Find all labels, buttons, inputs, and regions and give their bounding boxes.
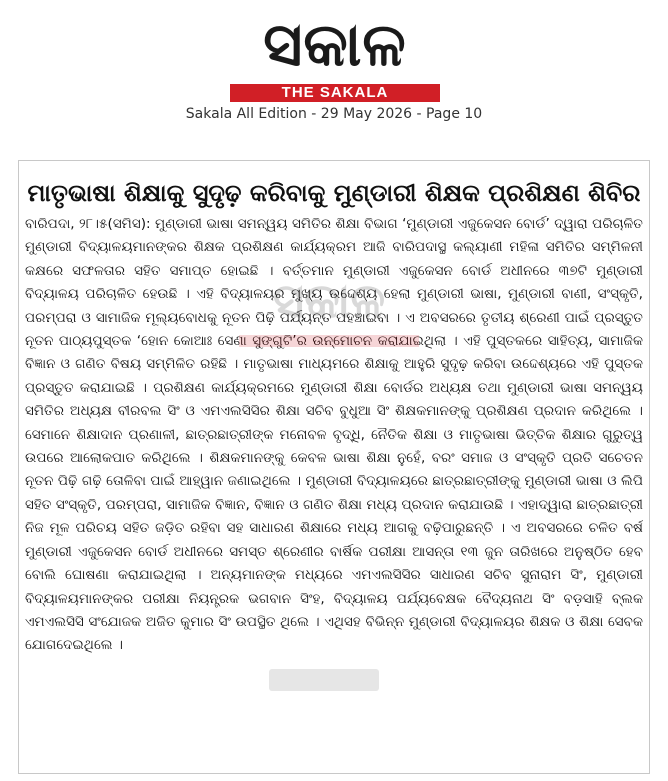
- edition-line: Sakala All Edition - 29 May 2026 - Page 10: [185, 106, 483, 122]
- logo-wordmark: ସକାଳ: [263, 10, 407, 80]
- article-body: [25, 213, 643, 765]
- watermark-wordmark: ସକାଳ: [272, 273, 386, 329]
- logo-subtitle: THE SAKALA: [230, 84, 440, 102]
- article-body-text: ମୁଣ୍ଡାରୀ ଭାଷା ସମନ୍ୱୟ ସମିତିର ଶିକ୍ଷା ବିଭାଗ ‘ମୁଣ୍ଡାରୀ ଏଜୁକେସନ ବୋର୍ଡ’ ଦ୍ୱାରା ପରିଚାଳିତ ମୁଣ୍ଡାରୀ ବିଦ୍ୟାଳୟମାନଙ୍କର ଶିକ୍ଷକ ପ୍ରଶିକ୍ଷଣ କାର୍ଯ୍ୟକ୍ରମ ଆଜି ବାରିପଦାସ୍ଥ କଲ୍ୟାଣୀ ମହିଳା ସମିତିର ସମ୍ମିଳନୀ କକ୍ଷରେ ସଫଳତାର ସହିତ ସମାପ୍ତ ହୋଇଛି । ବର୍ତ୍ତମାନ ମୁଣ୍ଡାରୀ ଏଜୁକେସନ ବୋର୍ଡ ଅଧୀନରେ ୩୭ଟି ମୁଣ୍ଡାରୀ ବିଦ୍ୟାଳୟ ପରିଚାଳିତ ହେଉଛି । ଏହି ବିଦ୍ୟାଳୟର ମୁଖ୍ୟ ଉଦ୍ଦେଶ୍ୟ ହେଲା ମୁଣ୍ଡାରୀ ଭାଷା, ମୁଣ୍ଡାରୀ ବାଣୀ, ସଂସ୍କୃତି, ପରମ୍ପରା ଓ ସାମାଜିକ ମୂଲ୍ୟବୋଧକୁ ନୂତନ ପିଢ଼ି ପର୍ଯ୍ୟନ୍ତ ପହଞ୍ଚାଇବା । ଏ ଅବସରରେ ତୃତୀୟ ଶ୍ରେଣୀ ପାଇଁ ପ୍ରସ୍ତୁତ ନୂତନ ପାଠ୍ୟପୁସ୍ତକ ‘ହୋନ କୋଆଃ ସେଣା ସୁଙ୍ଗୁଟି’ର ଉନ୍ମୋଚନ କରାଯାଇଥିଲା । ଏହି ପୁସ୍ତକରେ ସାହିତ୍ୟ, ସାମାଜିକ ବିଜ୍ଞାନ ଓ ଗଣିତ ବିଷୟ ସମ୍ମିଳିତ ରହିଛି । ମାତୃଭାଷା ମାଧ୍ୟମରେ ଶିକ୍ଷାକୁ ଆହୁରି ସୁଦୃଢ଼ କରିବା ଉଦ୍ଦେଶ୍ୟରେ ଏହି ପୁସ୍ତକ ପ୍ରସ୍ତୁତ କରାଯାଇଛି । ପ୍ରଶିକ୍ଷଣ କାର୍ଯ୍ୟକ୍ରମରେ ମୁଣ୍ଡାରୀ ଶିକ୍ଷା ବୋର୍ଡର ଅଧ୍ୟକ୍ଷ ତଥା ମୁଣ୍ଡାରୀ ଭାଷା ସମନ୍ୱୟ ସମିତିର ଅଧ୍ୟକ୍ଷ ବୀରବଲ ସିଂ ଓ ଏମଏଲସିସିର ଶିକ୍ଷା ସଚିବ ବୁଧୁଆ ସିଂ ଶିକ୍ଷକମାନଙ୍କୁ ପ୍ରଶିକ୍ଷଣ ପ୍ରଦାନ କରିଥିଲେ । ସେମାନେ ଶିକ୍ଷାଦାନ ପ୍ରଣାଳୀ, ଛାତ୍ରଛାତ୍ରୀଙ୍କ ମନୋବଳ ବୃଦ୍ଧି, ନୈତିକ ଶିକ୍ଷା ଓ ମାତୃଭାଷା ଭିତ୍ତିକ ଶିକ୍ଷାର ଗୁରୁତ୍ୱ ଉପରେ ଆଲୋକପାତ କରିଥିଲେ । ଶିକ୍ଷକମାନଙ୍କୁ କେବଳ ଭାଷା ଶିକ୍ଷା ନୁହେଁ, ବରଂ ସମାଜ ଓ ସଂସ୍କୃତି ପ୍ରତି ସଚେତନ ନୂତନ ପିଢ଼ି ଗଢ଼ି ତୋଳିବା ପାଇଁ ଆହ୍ୱାନ ଜଣାଇଥିଲେ । ମୁଣ୍ଡାରୀ ବିଦ୍ୟାଳୟରେ ଛାତ୍ରଛାତ୍ରୀଙ୍କୁ ମୁଣ୍ଡାରୀ ଭାଷା ଓ ଲିପି ସହିତ ସଂସ୍କୃତି, ପରମ୍ପରା, ସାମାଜିକ ବିଜ୍ଞାନ, ବିଜ୍ଞାନ ଓ ଗଣିତ ଶିକ୍ଷା ମଧ୍ୟ ପ୍ରଦାନ କରାଯାଉଛି । ଏହାଦ୍ୱାରା ଛାତ୍ରଛାତ୍ରୀ ନିଜ ମୂଳ ପରିଚୟ ସହିତ ଜଡ଼ିତ ରହିବା ସହ ସାଧାରଣ ଶିକ୍ଷାରେ ମଧ୍ୟ ଆଗକୁ ବଢ଼ିପାରୁଛନ୍ତି । ଏ ଅବସରରେ ଚଳିତ ବର୍ଷ ମୁଣ୍ଡାରୀ ଏଜୁକେସନ ବୋର୍ଡ ଅଧୀନରେ ସମସ୍ତ ଶ୍ରେଣୀର ବାର୍ଷିକ ପରୀକ୍ଷା ଆସନ୍ତା ୧୩ ଜୁନ ତାରିଖରେ ଅନୁଷ୍ଠିତ ହେବ ବୋଲି ଘୋଷଣା କରାଯାଇଥିଲା । ଅନ୍ୟମାନଙ୍କ ମଧ୍ୟରେ ଏମଏଲସିସିର ସାଧାରଣ ସଚିବ ସୁନାରାମ ସିଂ, ମୁଣ୍ଡାରୀ ବିଦ୍ୟାଳୟମାନଙ୍କର ପରୀକ୍ଷା ନିୟନ୍ତ୍ରକ ଭଗବାନ ସିଂହ, ବିଦ୍ୟାଳୟ ପର୍ଯ୍ୟବେକ୍ଷକ ବୈଦ୍ୟନାଥ ସିଂ ବଡ଼ସାହି ବ୍ଲକ ଏମଏଲସିସି ସଂଯୋଜକ ଅଜିତ କୁମାର ସିଂ ଉପସ୍ଥିତ ଥିଲେ । ଏଥିସହ ବିଭିନ୍ନ ମୁଣ୍ଡାରୀ ବିଦ୍ୟାଳୟର ଶିକ୍ଷକ ଓ ଶିକ୍ଷା ସେବକ ଯୋଗଦେଇଥିଲେ ।: [25, 216, 643, 654]
- masthead: [0, 0, 668, 128]
- article-dateline: ବାରିପଦା, ୨୮।୫(ସମିସ):: [25, 216, 156, 232]
- newspaper-logo: [190, 8, 480, 100]
- article-headline: ମାତୃଭାଷା ଶିକ୍ଷାକୁ ସୁଦୃଢ଼ କରିବାକୁ ମୁଣ୍ଡାରୀ ଶିକ୍ଷକ ପ୍ରଶିକ୍ଷଣ ଶିବିର: [27, 179, 641, 207]
- article-clipping: [18, 160, 650, 774]
